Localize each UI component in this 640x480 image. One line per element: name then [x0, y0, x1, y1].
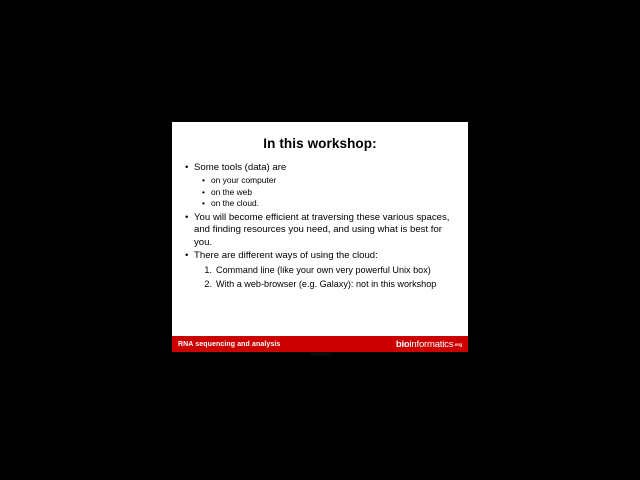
bullet-text: Some tools (data) are: [194, 162, 287, 173]
slide-content: [172, 122, 468, 336]
bullet-dot-icon: •: [202, 198, 205, 209]
player-artifact: [310, 352, 332, 356]
bullet-dot-icon: •: [185, 162, 189, 173]
bullet-text: You will become efficient at traversing these various spaces, and finding resources you need, and using what is best for you.: [194, 212, 450, 248]
bullet-item: [184, 250, 458, 262]
slide-title: In this workshop:: [263, 136, 377, 151]
logo-bold-text: bio: [395, 338, 410, 350]
slide-footer-title: RNA sequencing and analysis: [178, 340, 281, 348]
bioinformatics-logo: [396, 339, 468, 350]
bullet-item: [184, 162, 458, 174]
bullet-dot-icon: •: [185, 249, 189, 261]
bullet-dot-icon: •: [185, 212, 189, 224]
numbered-list: [184, 264, 458, 290]
numbered-item-text: Command line (like your own very powerful Unix box): [216, 265, 431, 276]
sub-bullet-item: [202, 187, 458, 199]
numbered-item: [200, 278, 458, 291]
logo-suffix-text: org: [454, 342, 462, 347]
sub-bullet-list: [184, 175, 458, 210]
sub-bullet-item: [202, 198, 458, 210]
logo-light-text: informatics: [409, 338, 454, 350]
numbered-item-marker: 1.: [204, 265, 212, 276]
slide-footer-bar: [172, 336, 468, 352]
bullet-dot-icon: •: [202, 186, 205, 197]
numbered-item: [200, 264, 458, 277]
sub-bullet-text: on the cloud.: [211, 198, 259, 209]
numbered-item-text: With a web-browser (e.g. Galaxy): not in this workshop: [216, 278, 437, 289]
sub-bullet-item: [202, 175, 458, 187]
numbered-item-marker: 2.: [204, 278, 212, 289]
bullet-text: There are different ways of using the cloud:: [194, 249, 378, 261]
bullet-item: [184, 212, 458, 249]
presentation-slide: [172, 122, 468, 352]
slide-bullet-list: [172, 162, 468, 290]
bullet-dot-icon: •: [202, 175, 205, 186]
sub-bullet-text: on your computer: [211, 175, 277, 186]
sub-bullet-text: on the web: [211, 186, 252, 197]
